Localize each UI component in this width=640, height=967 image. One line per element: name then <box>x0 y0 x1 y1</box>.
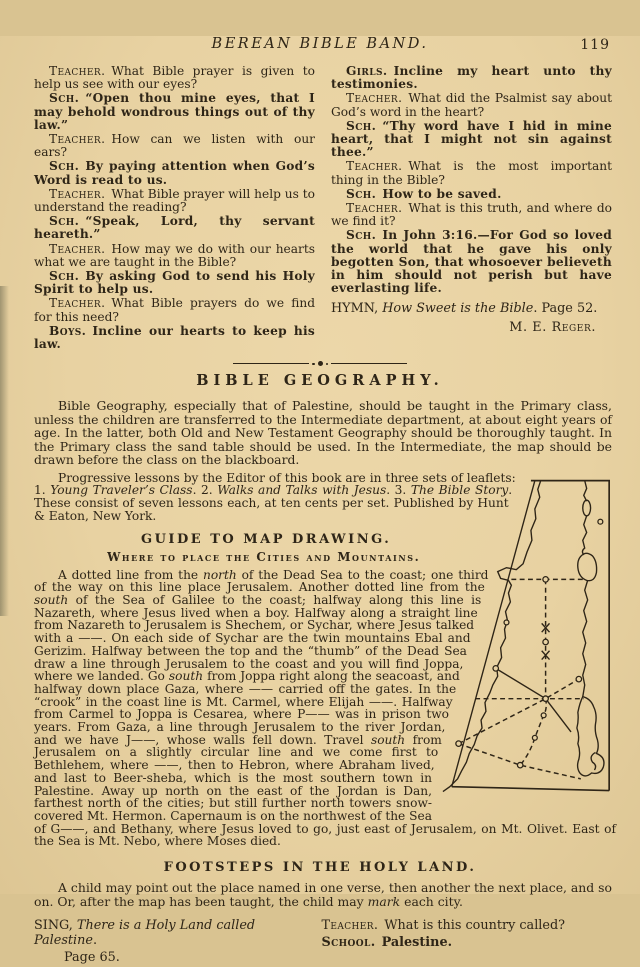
school-answer-line <box>321 935 612 950</box>
dialogue-text: What Bible prayers do we find for this need? <box>34 296 315 324</box>
dialogue-column-left <box>34 65 315 352</box>
sing-page-reference: Page 65. <box>64 950 120 966</box>
dialogue-text: By asking God to send his Holy Spirit to help us. <box>34 269 315 297</box>
dialogue-text: How to be saved. <box>382 186 502 201</box>
closing-dialogue <box>311 918 612 967</box>
speaker-label: Teacher. <box>49 296 106 311</box>
speaker-label: Girls. <box>346 64 388 78</box>
page-header <box>0 36 640 54</box>
speaker-label: Teacher. <box>49 132 106 147</box>
map-guide-section <box>0 470 640 848</box>
dialogue-line <box>331 120 612 160</box>
dialogue-line <box>331 65 612 91</box>
speaker-label: Sch. <box>346 118 377 133</box>
speaker-label: Teacher. <box>321 918 379 934</box>
footsteps-paragraph: A child may point out the place named in one verse, then another the next place, and so on. Or, after the map has been taught, the child may mark each city. <box>34 880 612 909</box>
dialogue-line <box>34 325 315 351</box>
dialogue-line <box>34 215 315 241</box>
speaker-label: Sch. <box>49 159 80 174</box>
divider-line <box>331 363 407 364</box>
speaker-label: Teacher. <box>346 201 403 216</box>
jordan-river <box>582 480 590 554</box>
dialogue-text: “Open thou mine eyes, that I may behold wondrous things out of thy law.” <box>34 91 315 132</box>
solid-guide-lines <box>496 668 571 732</box>
dialogue-line <box>331 188 612 201</box>
dialogue-line <box>331 160 612 186</box>
hymn-line: HYMN, How Sweet is the Bible. Page 52. <box>331 301 598 317</box>
dialogue-line <box>34 160 315 186</box>
guide-heading: GUIDE TO MAP DRAWING. <box>140 531 392 547</box>
book-page <box>0 36 640 966</box>
speaker-label: Teacher. <box>49 186 106 201</box>
dialogue-text: By paying attention when God’s Word is read to us. <box>34 159 315 187</box>
speaker-label: School. <box>321 935 376 951</box>
footsteps-heading: FOOTSTEPS IN THE HOLY LAND. <box>163 860 477 876</box>
speaker-label: Teacher. <box>49 241 106 256</box>
dialogue-line <box>331 92 612 118</box>
dialogue-text: “Thy word have I hid in mine heart, that I might not sin against thee.” <box>331 118 612 160</box>
divider-dot <box>326 363 329 366</box>
map-border <box>452 480 609 790</box>
dialogue-text: What Bible prayer is given to help us see with our eyes? <box>34 64 315 92</box>
guide-subheading: Where to place the Cities and Mountains. <box>107 549 421 564</box>
dialogue-text: How can we listen with our ears? <box>34 132 315 160</box>
speaker-label: Boys. <box>49 323 87 338</box>
dialogue-right-list <box>331 65 612 295</box>
speaker-label: Teacher. <box>346 159 403 174</box>
leaflets-paragraph: Progressive lessons by the Editor of this book are in three sets of leaflets: 1. Young Traveler’s Class. 2. Walks and Talks with Jesus. 3. The Bible Story. These consist of seven lessons each, at ten cents per set. Published by Hunt & Eaton, New York. <box>34 470 516 523</box>
dialogue-line <box>331 202 612 228</box>
header-title: BEREAN BIBLE BAND. <box>211 36 429 52</box>
dialogue-line <box>331 229 612 295</box>
dialogue-text: What is the most important thing in the Bible? <box>331 159 612 187</box>
binding-shadow <box>0 286 9 616</box>
divider-dot <box>318 361 323 366</box>
byline: M. E. Reger. <box>509 320 596 336</box>
divider-dot <box>312 363 315 366</box>
speaker-label: Sch. <box>346 228 377 243</box>
dialogue-text: What is this country called? <box>384 918 565 934</box>
dialogue-text: In John 3:16.—For God so loved the world that he gave his only begotten Son, that whosoever believeth in him should not perish but have everlasting life. <box>331 228 612 296</box>
dead-sea-thumb <box>591 752 595 770</box>
dialogue-text: What did the Psalmist say about God’s word in the heart? <box>331 91 612 119</box>
section-divider <box>0 361 640 366</box>
dialogue-text: What is this truth, and where do we find it? <box>331 201 612 229</box>
sing-block <box>34 918 311 967</box>
dialogue-line <box>34 65 315 91</box>
speaker-label: Sch. <box>49 91 80 106</box>
dialogue-text: What Bible prayer will help us to understand the reading? <box>34 186 315 215</box>
jordan-river-lower <box>583 580 588 696</box>
speaker-label: Sch. <box>49 214 80 229</box>
dialogue-line <box>34 297 315 323</box>
dialogue-column-right <box>331 65 612 352</box>
divider-line <box>233 363 309 364</box>
dead-sea <box>577 696 604 775</box>
bottom-row <box>0 911 640 967</box>
dialogue-line <box>34 188 315 214</box>
dialogue-text: Palestine. <box>381 935 453 951</box>
intro-paragraph: Bible Geography, especially that of Palestine, should be taught in the Primary class, unless the children are transferred to the Intermediate department, at about eight years of age. In the latter, both Old and New Testament Geography should be thoroughly taught. In the Primary class the sand table should be used. In the Intermediate, the map should be drawn before the class on the blackboard. <box>34 398 612 468</box>
speaker-label: Teacher. <box>346 91 403 106</box>
dialogue-line <box>34 243 315 269</box>
sea-of-galilee <box>578 553 597 580</box>
page-number: 119 <box>580 37 610 53</box>
speaker-label: Sch. <box>49 269 80 284</box>
dialogue-text: Incline my heart unto thy testimonies. <box>331 64 612 92</box>
sing-line: SING, There is a Holy Land called Palestine. <box>34 918 256 949</box>
speaker-label: Teacher. <box>49 64 106 78</box>
dialogue-text: How may we do with our hearts what we are taught in the Bible? <box>34 241 315 269</box>
dialogue-text: “Speak, Lord, thy servant heareth.” <box>34 214 315 242</box>
dialogue-line <box>34 92 315 132</box>
bible-geography-heading: BIBLE GEOGRAPHY. <box>196 372 444 390</box>
teacher-question-line <box>321 918 612 933</box>
dialogue-line <box>34 270 315 296</box>
speaker-label: Sch. <box>346 186 377 201</box>
dialogue-line <box>34 133 315 159</box>
guide-paragraph: A dotted line from the north of the Dead Sea to the coast; one third of the way on this line place Jerusalem. Another dotted line from the south of the Sea of Galilee to the coast; halfway along this line is Nazareth, where Jesus lived when a boy. Halfway along a straight line from Nazareth to Jerusalem is Shechem, or Sychar, where Jesus talked with a ——. On each side of Sychar are the twin mountains Ebal and Gerizim. Halfway between the top and the “thumb” of the Dead Sea draw a line through Jerusalem to the coast and you will find Joppa, where we landed. Go south from Joppa right along the seacoast, and halfway down place Gaza, where —— carried off the gates. In the “crook” in the coast line is Mt. Carmel, where Elijah ——. Halfway from Carmel to Joppa is Cesarea, where P—— was in prison two years. From Gaza, a line through Jerusalem to the river Jordan, and we have J——, whose walls fell down. Travel south from Jerusalem on a slightly circular line and we come first to Bethlehem, where ——, then to Hebron, where Abraham lived, and last to Beer-sheba, which is the most southern town in Palestine. Away up north on the east of the Jordan is Dan, farthest north of the cities; but still further north towers snow-covered Mt. Hermon. Capernaum is on the northwest of the Sea of G——, and Bethany, where Jesus loved to go, just east of Jerusalem, on Mt. Olivet. East of the Sea is Mt. Nebo, where Moses died. <box>34 567 616 849</box>
dialogue-text: Incline our hearts to keep his law. <box>34 323 315 352</box>
dialogue-section <box>0 54 640 352</box>
